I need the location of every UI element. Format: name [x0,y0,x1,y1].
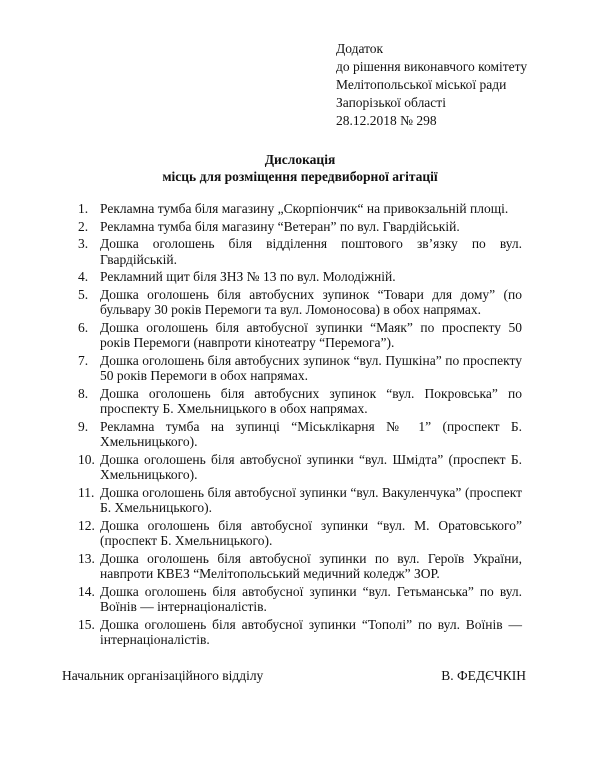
signatory-position: Начальник організаційного відділу [62,668,264,683]
list-item-text: Дошка оголошень біля автобусної зупинки “вул. М. Оратовського” (проспект Б. Хмельницького). [100,517,522,548]
list-item-text: Рекламна тумба біля магазину „Скорпіончик“ на привокзальній площі. [100,201,509,216]
list-item-text: Дошка оголошень біля автобусної зупинки по вул. Героїв України, навпроти КВЕЗ “Мелітопольський медичний коледж” ЗОР. [100,550,522,581]
list-item-number: 15. [78,616,95,632]
list-item-text: Дошка оголошень біля автобусної зупинки “Маяк” по проспекту 50 років Перемоги (навпроти кінотеатру “Перемога”). [100,319,522,350]
list-item-number: 7. [78,352,89,368]
list-item-number: 8. [78,385,89,401]
list-item-number: 11. [78,484,95,500]
list-item-text: Рекламний щит біля ЗНЗ № 13 по вул. Молодіжній. [100,269,396,284]
header-line-decision: до рішення виконавчого комітету [336,59,528,74]
list-item-text: Дошка оголошень біля автобусних зупинок “вул. Пушкіна” по проспекту 50 років Перемоги в обох напрямах. [100,352,522,383]
list-item [78,320,522,351]
title-line-2: місць для розміщення передвиборної агітації [162,168,438,184]
header-line-appendix: Додаток [336,41,384,56]
list-item [78,452,522,483]
list-item-text: Рекламна тумба на зупинці “Міськлікарня № 1” (проспект Б. Хмельницького). [100,418,522,449]
list-item-number: 13. [78,550,95,566]
list-item [78,269,522,285]
list-item [78,386,522,417]
list-item-number: 12. [78,517,95,533]
list-item-number: 14. [78,583,95,599]
appendix-header [336,40,586,130]
header-line-date-number: 28.12.2018 № 298 [336,113,437,128]
title-line-1: Дислокація [264,152,336,167]
list-item [78,518,522,549]
document-title [0,152,600,185]
list-item-number: 3. [78,236,89,251]
list-item-text: Дошка оголошень біля автобусної зупинки “вул. Вакуленчука” (проспект Б. Хмельницького). [100,484,522,515]
list-item [78,551,522,582]
locations-list [78,201,522,650]
list-item-number: 6. [78,319,89,335]
list-item [78,353,522,384]
list-item-text: Дошка оголошень біля автобусних зупинок “вул. Покровська” по проспекту Б. Хмельницького в обох напрямах. [100,385,522,416]
signatory-name: В. ФЕДЄЧКІН [441,668,526,683]
list-item [78,419,522,450]
list-item-number: 5. [78,286,89,302]
list-item-number: 2. [78,218,89,234]
signature-block [62,668,526,684]
list-item-text: Рекламна тумба біля магазину “Ветеран” по вул. Гвардійській. [100,218,460,234]
header-line-council: Мелітопольської міської ради [336,77,507,92]
list-item [78,584,522,615]
list-item-text: Дошка оголошень біля відділення поштового зв’язку по вул. Гвардійській. [100,236,522,267]
list-item-text: Дошка оголошень біля автобусної зупинки “вул. Гетьманська” по вул. Воїнів — інтернаціоналістів. [100,583,522,614]
list-item [78,201,522,217]
list-item-number: 4. [78,269,89,284]
list-item [78,236,522,267]
list-item-number: 9. [78,418,89,434]
header-line-region: Запорізької області [336,95,446,110]
list-item-text: Дошка оголошень біля автобусної зупинки “Тополі” по вул. Воїнів — інтернаціоналістів. [100,616,522,647]
list-item [78,617,522,648]
list-item-number: 1. [78,201,89,216]
list-item [78,485,522,516]
list-item-text: Дошка оголошень біля автобусних зупинок “Товари для дому” (по бульвару 30 років Перемоги та вул. Ломоносова) в обох напрямах. [100,286,522,317]
list-item-number: 10. [78,451,95,467]
list-item [78,287,522,318]
list-item [78,219,522,235]
list-item-text: Дошка оголошень біля автобусної зупинки “вул. Шмідта” (проспект Б. Хмельницького). [100,451,522,482]
